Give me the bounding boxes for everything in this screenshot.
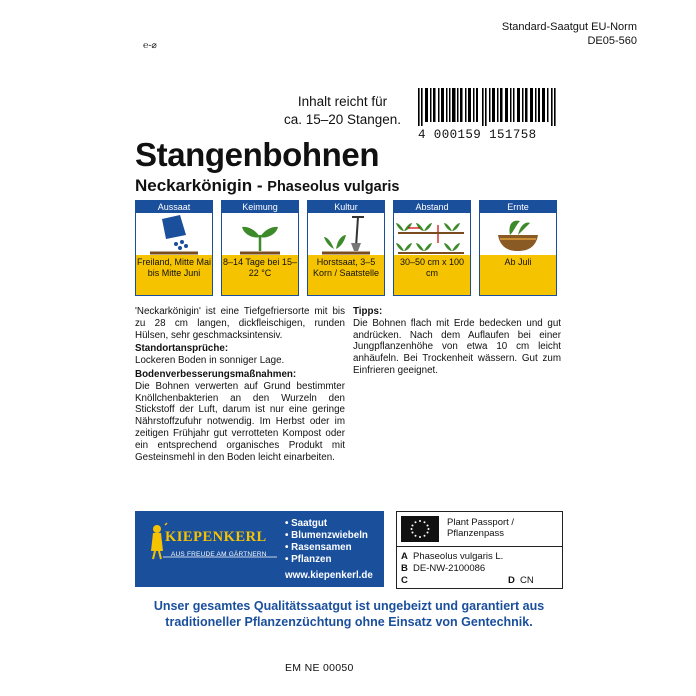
barcode-number: 4 000159 151758 bbox=[418, 128, 537, 142]
cultivation-icons bbox=[135, 200, 555, 298]
tipps-heading: Tipps: bbox=[353, 306, 383, 317]
content-note bbox=[250, 93, 435, 129]
passport-label-b: B bbox=[401, 563, 408, 574]
icon-box-header: Abstand bbox=[394, 201, 470, 213]
content-note-line1: Inhalt reicht für bbox=[297, 94, 388, 109]
seed-bag-icon bbox=[136, 213, 212, 255]
brand-item: • Saatgut bbox=[285, 518, 328, 529]
brand-box bbox=[135, 511, 384, 587]
icon-box-text: Ab Juli bbox=[480, 255, 556, 295]
harvest-bowl-icon bbox=[480, 213, 556, 255]
description-right bbox=[353, 306, 561, 377]
icon-box-aussaat bbox=[135, 200, 213, 296]
product-title: Stangenbohnen bbox=[135, 136, 380, 173]
em-code: EM NE 00050 bbox=[285, 662, 354, 674]
quality-line1: Unser gesamtes Qualitätssaatgut ist ungebeizt und garantiert aus bbox=[153, 599, 545, 613]
intro-text: 'Neckarkönigin' ist eine Tiefgefriersorte mit bis zu 28 cm langen, dickfleischigen, runden Hülsen, sehr geschmacksintensiv. bbox=[135, 306, 345, 341]
brand-product-list bbox=[285, 518, 368, 566]
standard-line2: DE05-560 bbox=[587, 35, 637, 47]
standort-text: Lockeren Boden in sonniger Lage. bbox=[135, 355, 285, 367]
brand-item: • Rasensamen bbox=[285, 542, 352, 553]
spade-plant-icon bbox=[308, 213, 384, 255]
icon-box-keimung bbox=[221, 200, 299, 296]
brand-tagline: AUS FREUDE AM GÄRTNERN bbox=[171, 551, 267, 558]
icon-box-kultur bbox=[307, 200, 385, 296]
brand-item: • Pflanzen bbox=[285, 554, 332, 565]
passport-row-d bbox=[508, 575, 534, 586]
standard-line1: Standard-Saatgut EU-Norm bbox=[501, 21, 637, 33]
icon-box-text: 30–50 cm x 100 cm bbox=[394, 255, 470, 295]
standort-heading: Standortansprüche: bbox=[135, 343, 229, 355]
plant-passport bbox=[396, 511, 563, 589]
spacing-icon bbox=[394, 213, 470, 255]
product-subtitle bbox=[135, 176, 399, 196]
passport-label-d: D bbox=[508, 575, 515, 586]
passport-title bbox=[447, 517, 514, 539]
icon-box-header: Ernte bbox=[480, 201, 556, 213]
icon-box-text: Freiland, Mitte Mai bis Mitte Juni bbox=[136, 255, 212, 295]
boden-heading: Bodenverbesserungsmaßnahmen: bbox=[135, 368, 297, 380]
icon-box-abstand bbox=[393, 200, 471, 296]
icon-box-text: Horstsaat, 3–5 Korn / Saatstelle bbox=[308, 255, 384, 295]
brand-item: • Blumenzwiebeln bbox=[285, 530, 368, 541]
passport-row-a bbox=[401, 551, 503, 562]
latin-name: Phaseolus vulgaris bbox=[267, 179, 400, 195]
brand-name: KIEPENKERL bbox=[165, 529, 267, 545]
icon-box-header: Aussaat bbox=[136, 201, 212, 213]
tipps-text: Die Bohnen flach mit Erde bedecken und gut andrücken. Nach dem Auflaufen bei einer Jungpflanzenhöhe von etwa 10 cm leicht anhäufeln. Bei Trockenheit wässern. Gut zum Einfrieren geeignet. bbox=[353, 317, 561, 376]
passport-title-line2: Pflanzenpass bbox=[447, 528, 505, 539]
passport-row-b bbox=[401, 563, 485, 574]
description-left bbox=[135, 306, 345, 463]
kiepenkerl-logo bbox=[143, 519, 277, 577]
icon-box-text: 8–14 Tage bei 15–22 °C bbox=[222, 255, 298, 295]
icon-box-ernte bbox=[479, 200, 557, 296]
quality-line2: traditioneller Pflanzenzüchtung ohne Einsatz von Gentechnik. bbox=[165, 615, 533, 629]
icon-box-header: Kultur bbox=[308, 201, 384, 213]
passport-label-c: C bbox=[401, 575, 408, 586]
boden-text: Die Bohnen verwerten auf Grund bestimmter Knöllchenbakterien an den Wurzeln den Stickstoff der Luft, darum ist nur eine geringe Nährstoffzufuhr notwendig. Im Herbst oder im zeitigen Frühjahr gut verrotteten Kompost oder ein entsprechend organisches Produkt mit Gesteinsmehl in den Boden leicht einarbeiten. bbox=[135, 380, 345, 463]
quality-statement bbox=[135, 598, 563, 630]
passport-divider bbox=[397, 546, 562, 547]
passport-value-d: CN bbox=[520, 575, 534, 586]
icon-box-header: Keimung bbox=[222, 201, 298, 213]
passport-value-a: Phaseolus vulgaris L. bbox=[413, 551, 504, 562]
estimated-sign: ℮-⌀ bbox=[143, 40, 157, 50]
eu-flag-icon bbox=[401, 516, 439, 542]
passport-value-b: DE-NW-2100086 bbox=[413, 563, 486, 574]
barcode-image bbox=[418, 88, 558, 126]
passport-label-a: A bbox=[401, 551, 408, 562]
standard-label bbox=[502, 20, 637, 48]
variety-name: Neckarkönigin - bbox=[135, 176, 263, 195]
content-note-line2: ca. 15–20 Stangen. bbox=[283, 112, 402, 127]
seedling-icon bbox=[222, 213, 298, 255]
passport-title-line1: Plant Passport / bbox=[447, 517, 515, 528]
passport-row-c bbox=[401, 575, 413, 586]
brand-url: www.kiepenkerl.de bbox=[285, 570, 373, 581]
